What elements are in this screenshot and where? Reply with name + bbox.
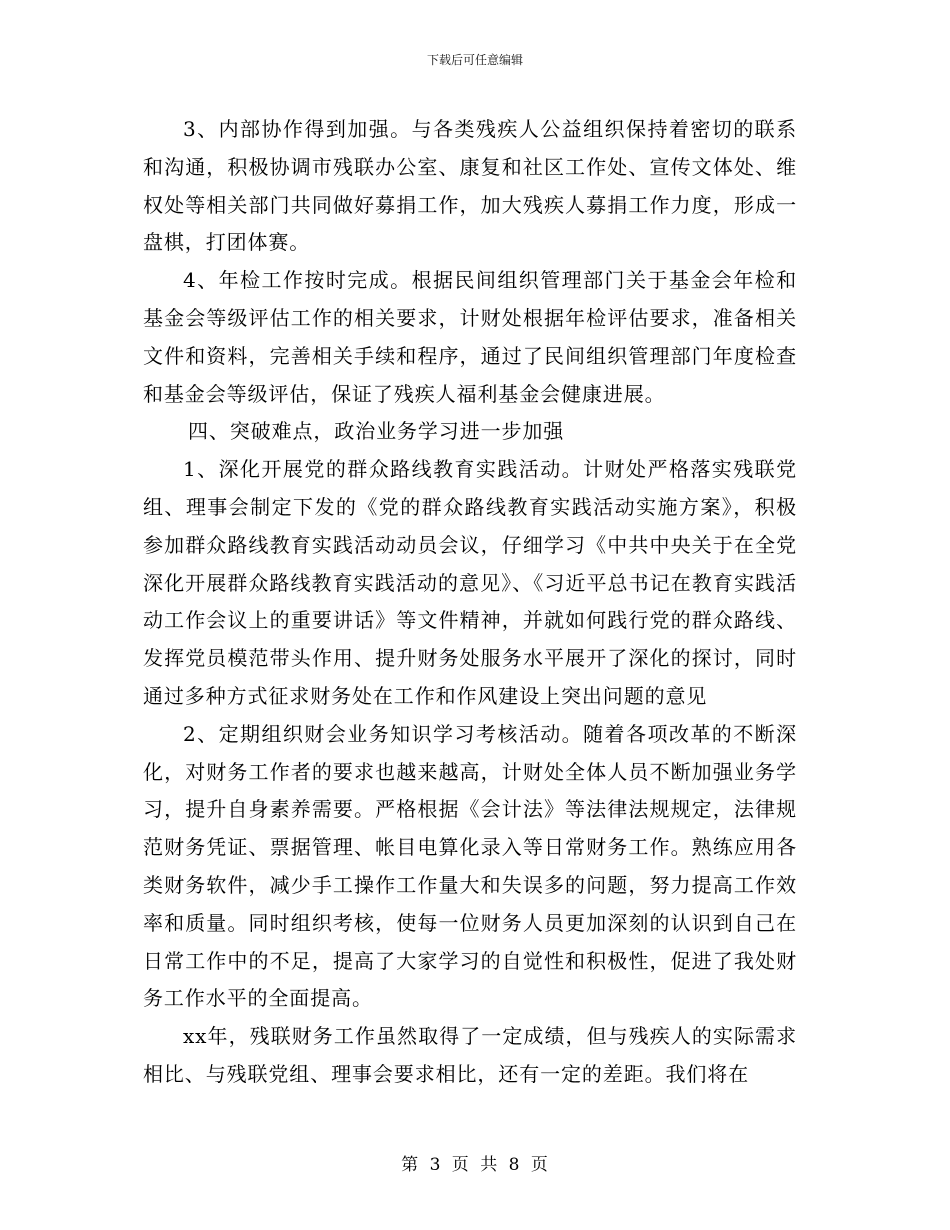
paragraph-annual-inspection: 4、年检工作按时完成。根据民间组织管理部门关于基金会年检和基金会等级评估工作的相关要求，计财处根据年检评估要求，准备相关文件和资料，完善相关手续和程序，通过了民间组织管理部门年度检查和基金会等级评估，保证了残疾人福利基金会健康进展。 <box>143 268 797 406</box>
document-body <box>143 111 797 1094</box>
paragraph-accounting-study: 2、定期组织财会业务知识学习考核活动。随着各项改革的不断深化，对财务工作者的要求也越来越高，计财处全体人员不断加强业务学习，提升自身素养需要。严格根据《会计法》等法律法规规定，法律规范财务凭证、票据管理、帐目电算化录入等日常财务工作。熟练应用各类财务软件，减少手工操作工作量大和失误多的问题，努力提高工作效率和质量。同时组织考核，使每一位财务人员更加深刻的认识到自己在日常工作中的不足，提高了大家学习的自觉性和积极性，促进了我处财务工作水平的全面提高。 <box>143 721 797 1011</box>
paragraph-internal-coordination: 3、内部协作得到加强。与各类残疾人公益组织保持着密切的联系和沟通，积极协调市残联办公室、康复和社区工作处、宣传文体处、维权处等相关部门共同做好募捐工作，加大残疾人募捐工作力度，形成一盘棋，打团体赛。 <box>143 117 797 255</box>
paragraph-summary: xx年，残联财务工作虽然取得了一定成绩，但与残疾人的实际需求相比、与残联党组、理事会要求相比，还有一定的差距。我们将在 <box>143 1024 797 1086</box>
page-number: 第 3 页 共 8 页 <box>401 1155 549 1175</box>
section-heading-four: 四、突破难点，政治业务学习进一步加强 <box>188 419 565 444</box>
page-header-note: 下载后可任意编辑 <box>426 53 523 67</box>
paragraph-mass-line-education: 1、深化开展党的群众路线教育实践活动。计财处严格落实残联党组、理事会制定下发的《党的群众路线教育实践活动实施方案》，积极参加群众路线教育实践活动动员会议，仔细学习《中共中央关于在全党深化开展群众路线教育实践活动的意见》、《习近平总书记在教育实践活动工作会议上的重要讲话》等文件精神，并就如何践行党的群众路线、发挥党员模范带头作用、提升财务处服务水平展开了深化的探讨，同时通过多种方式征求财务处在工作和作风建设上突出问题的意见 <box>143 457 797 708</box>
